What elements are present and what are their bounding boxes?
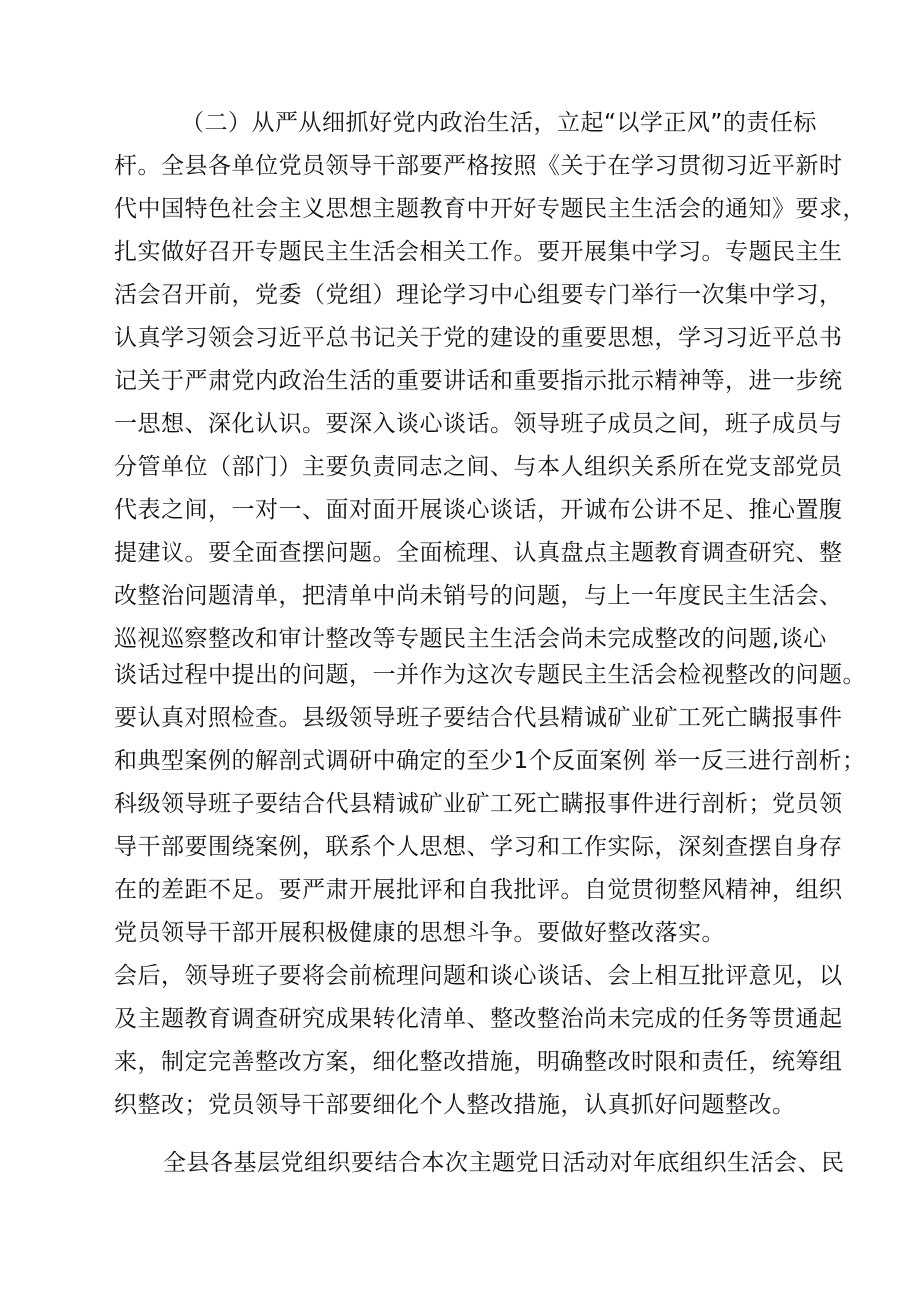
text-line: 改整治问题清单，把清单中尚未销号的问题，与上一年度民主生活会、 [114,583,843,609]
text-line: 巡视巡察整改和审计整改等专题民主生活会尚未完成整改的问题,谈心 [114,626,827,652]
text-line: 记关于严肃党内政治生活的重要讲话和重要指示批示精神等，进一步统 [114,368,843,394]
text-line: 科级领导班子要结合代县精诚矿业矿工死亡瞒报事件进行剖析；党员领 [114,791,843,817]
text-line: 在的差距不足。要严肃开展批评和自我批评。自觉贯彻整风精神，组织 [114,877,843,903]
text-line: 来，制定完善整改方案，细化整改措施，明确整改时限和责任，统筹组 [114,1049,843,1075]
text-line: （二）从严从细抓好党内政治生活，立起“以学正风”的责任标 [181,110,817,136]
text-line: 代中国特色社会主义思想主题教育中开好专题民主生活会的通知》要求， [114,196,866,222]
text-line: 活会召开前，党委（党组）理论学习中心组要专门举行一次集中学习， [114,282,843,308]
text-line: 党员领导干部开展积极健康的思想斗争。要做好整改落实。 [114,920,725,946]
text-line: 织整改；党员领导干部要细化个人整改措施，认真抓好问题整改。 [114,1092,796,1118]
text-line: 全县各基层党组织要结合本次主题党日活动对年底组织生活会、民 [163,1150,845,1176]
text-line: 谈话过程中提出的问题，一并作为这次专题民主生活会检视整改的问题。 [114,662,866,688]
text-line: 分管单位（部门）主要负责同志之间、与本人组织关系所在党支部党员 [114,454,843,480]
text-line: 会后，领导班子要将会前梳理问题和谈心谈话、会上相互批评意见，以 [114,963,843,989]
text-line: 导干部要围绕案例，联系个人思想、学习和工作实际，深刻查摆自身存 [114,834,843,860]
text-line: 扎实做好召开专题民主生活会相关工作。要开展集中学习。专题民主生 [114,239,843,265]
text-line: 一思想、深化认识。要深入谈心谈话。领导班子成员之间，班子成员与 [114,411,843,437]
text-line: 及主题教育调查研究成果转化清单、整改整治尚未完成的任务等贯通起 [114,1006,843,1032]
text-line: 和典型案例的解剖式调研中确定的至少1个反面案例 举一反三进行剖析； [114,748,866,774]
text-line: 要认真对照检查。县级领导班子要结合代县精诚矿业矿工死亡瞒报事件 [114,705,843,731]
text-line: 认真学习领会习近平总书记关于党的建设的重要思想，学习习近平总书 [114,325,843,351]
text-line: 提建议。要全面查摆问题。全面梳理、认真盘点主题教育调查研究、整 [114,540,843,566]
text-line: 杆。全县各单位党员领导干部要严格按照《关于在学习贯彻习近平新时 [114,153,843,179]
text-line: 代表之间，一对一、面对面开展谈心谈话，开诚布公讲不足、推心置腹 [114,497,843,523]
